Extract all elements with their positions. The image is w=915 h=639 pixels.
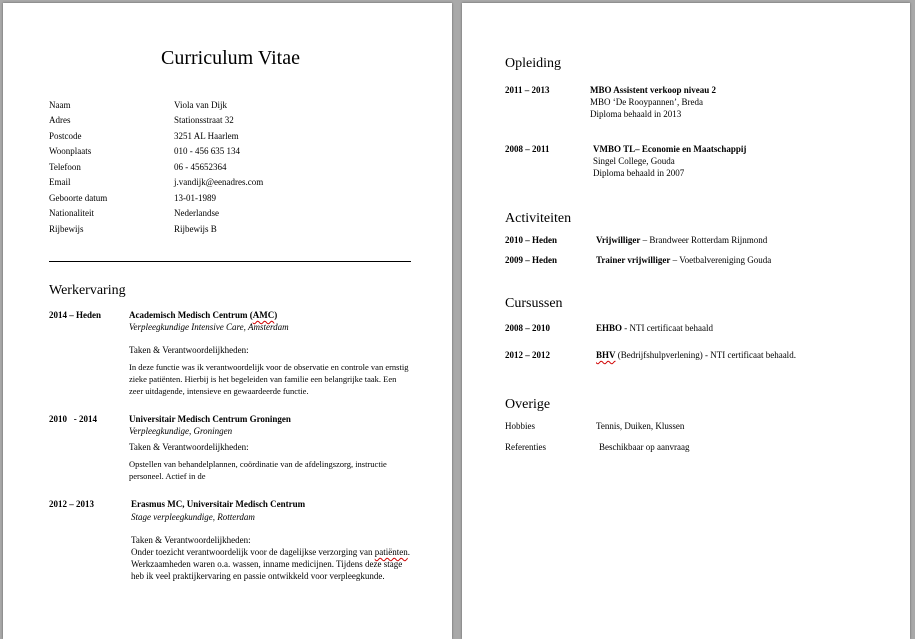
edu-2-period: 2008 – 2011	[505, 144, 550, 154]
label-adres: Adres	[49, 115, 71, 125]
other-2-value: Beschikbaar op aanvraag	[599, 442, 690, 452]
job-1-employer: Academisch Medisch Centrum (AMC)	[129, 310, 278, 320]
value-email: j.vandijk@eenadres.com	[174, 177, 264, 187]
edu-1-period: 2011 – 2013	[505, 85, 550, 95]
job-3-role: Stage verpleegkundige, Rotterdam	[131, 512, 255, 522]
job-2-period: 2010 - 2014	[49, 414, 97, 424]
job-3-description-line-1: Onder toezicht verantwoordelijk voor de dagelijkse verzorging van patiënten.	[131, 547, 411, 557]
activity-1-period: 2010 – Heden	[505, 235, 558, 245]
job-1-description: In deze functie was ik verantwoordelijk voor de observatie en controle van ernstig zieke patiënten. Hierbij is het begeleiden van familie een belangrijke taak. Een zeer uitdagende, intensieve en gewaardeerde functie.	[129, 362, 409, 396]
activiteiten-heading: Activiteiten	[505, 211, 572, 226]
job-3-description-line-3: heb ik veel praktijkervaring en passie ontwikkeld voor verpleegkunde.	[131, 571, 385, 581]
cv-title: Curriculum Vitae	[161, 47, 300, 69]
course-1-period: 2008 – 2010	[505, 323, 550, 333]
value-postcode: 3251 AL Haarlem	[174, 131, 239, 141]
activity-1-text: Vrijwilliger – Brandweer Rotterdam Rijnmond	[596, 235, 768, 245]
label-geboortedatum: Geboorte datum	[49, 193, 108, 203]
value-geboortedatum: 13-01-1989	[174, 193, 216, 203]
value-naam: Viola van Dijk	[174, 100, 227, 110]
other-1-label: Hobbies	[505, 421, 535, 431]
value-adres: Stationsstraat 32	[174, 115, 234, 125]
course-1-text: EHBO - NTI certificaat behaald	[596, 323, 713, 333]
job-3-employer: Erasmus MC, Universitair Medisch Centrum	[131, 499, 306, 509]
course-2-period: 2012 – 2012	[505, 350, 550, 360]
document-page-1	[3, 3, 452, 639]
value-rijbewijs: Rijbewijs B	[174, 224, 217, 234]
activity-2-text: Trainer vrijwilliger – Voetbalvereniging Gouda	[596, 255, 772, 265]
job-3-description-line-2: Werkzaamheden waren o.a. wassen, inname medicijnen. Tijdens deze stage	[131, 559, 403, 569]
job-3-period: 2012 – 2013	[49, 499, 94, 509]
edu-1-school: MBO ‘De Rooypannen’, Breda	[590, 97, 703, 107]
edu-1-title: MBO Assistent verkoop niveau 2	[590, 85, 717, 95]
job-2-employer: Universitair Medisch Centrum Groningen	[129, 414, 291, 424]
spellcheck-word: patiënten	[374, 547, 408, 557]
value-nationaliteit: Nederlandse	[174, 208, 219, 218]
value-woonplaats: 010 - 456 635 134	[174, 146, 240, 156]
opleiding-heading: Opleiding	[505, 56, 561, 71]
label-woonplaats: Woonplaats	[49, 146, 92, 156]
label-postcode: Postcode	[49, 131, 82, 141]
activity-2-period: 2009 – Heden	[505, 255, 558, 265]
job-1-period: 2014 – Heden	[49, 310, 102, 320]
edu-1-diploma: Diploma behaald in 2013	[590, 109, 682, 119]
job-3-duties-label: Taken & Verantwoordelijkheden:	[131, 535, 251, 545]
job-1-duties-label: Taken & Verantwoordelijkheden:	[129, 345, 249, 355]
label-telefoon: Telefoon	[49, 162, 81, 172]
other-2-label: Referenties	[505, 442, 546, 452]
edu-2-school: Singel College, Gouda	[593, 156, 675, 166]
label-naam: Naam	[49, 100, 71, 110]
cursussen-heading: Cursussen	[505, 296, 563, 311]
value-telefoon: 06 - 45652364	[174, 162, 227, 172]
job-2-description: Opstellen van behandelplannen, coördinatie van de afdelingszorg, instructie personeel. Actief in de	[129, 459, 387, 481]
job-2-role: Verpleegkundige, Groningen	[129, 426, 233, 436]
overige-heading: Overige	[505, 397, 551, 412]
section-divider	[49, 261, 411, 262]
werkervaring-heading: Werkervaring	[49, 283, 126, 298]
other-1-value: Tennis, Duiken, Klussen	[596, 421, 685, 431]
edu-2-diploma: Diploma behaald in 2007	[593, 168, 685, 178]
document-page-2	[462, 3, 910, 639]
label-email: Email	[49, 177, 71, 187]
label-rijbewijs: Rijbewijs	[49, 224, 84, 234]
course-2-text: BHV (Bedrijfshulpverlening) - NTI certificaat behaald.	[596, 350, 796, 360]
edu-2-title: VMBO TL– Economie en Maatschappij	[593, 144, 747, 154]
spellcheck-word: BHV	[596, 350, 616, 360]
job-1-role: Verpleegkundige Intensive Care, Amsterdam	[129, 322, 289, 332]
label-nationaliteit: Nationaliteit	[49, 208, 94, 218]
spellcheck-word: AMC	[252, 310, 275, 320]
job-2-duties-label: Taken & Verantwoordelijkheden:	[129, 442, 249, 452]
